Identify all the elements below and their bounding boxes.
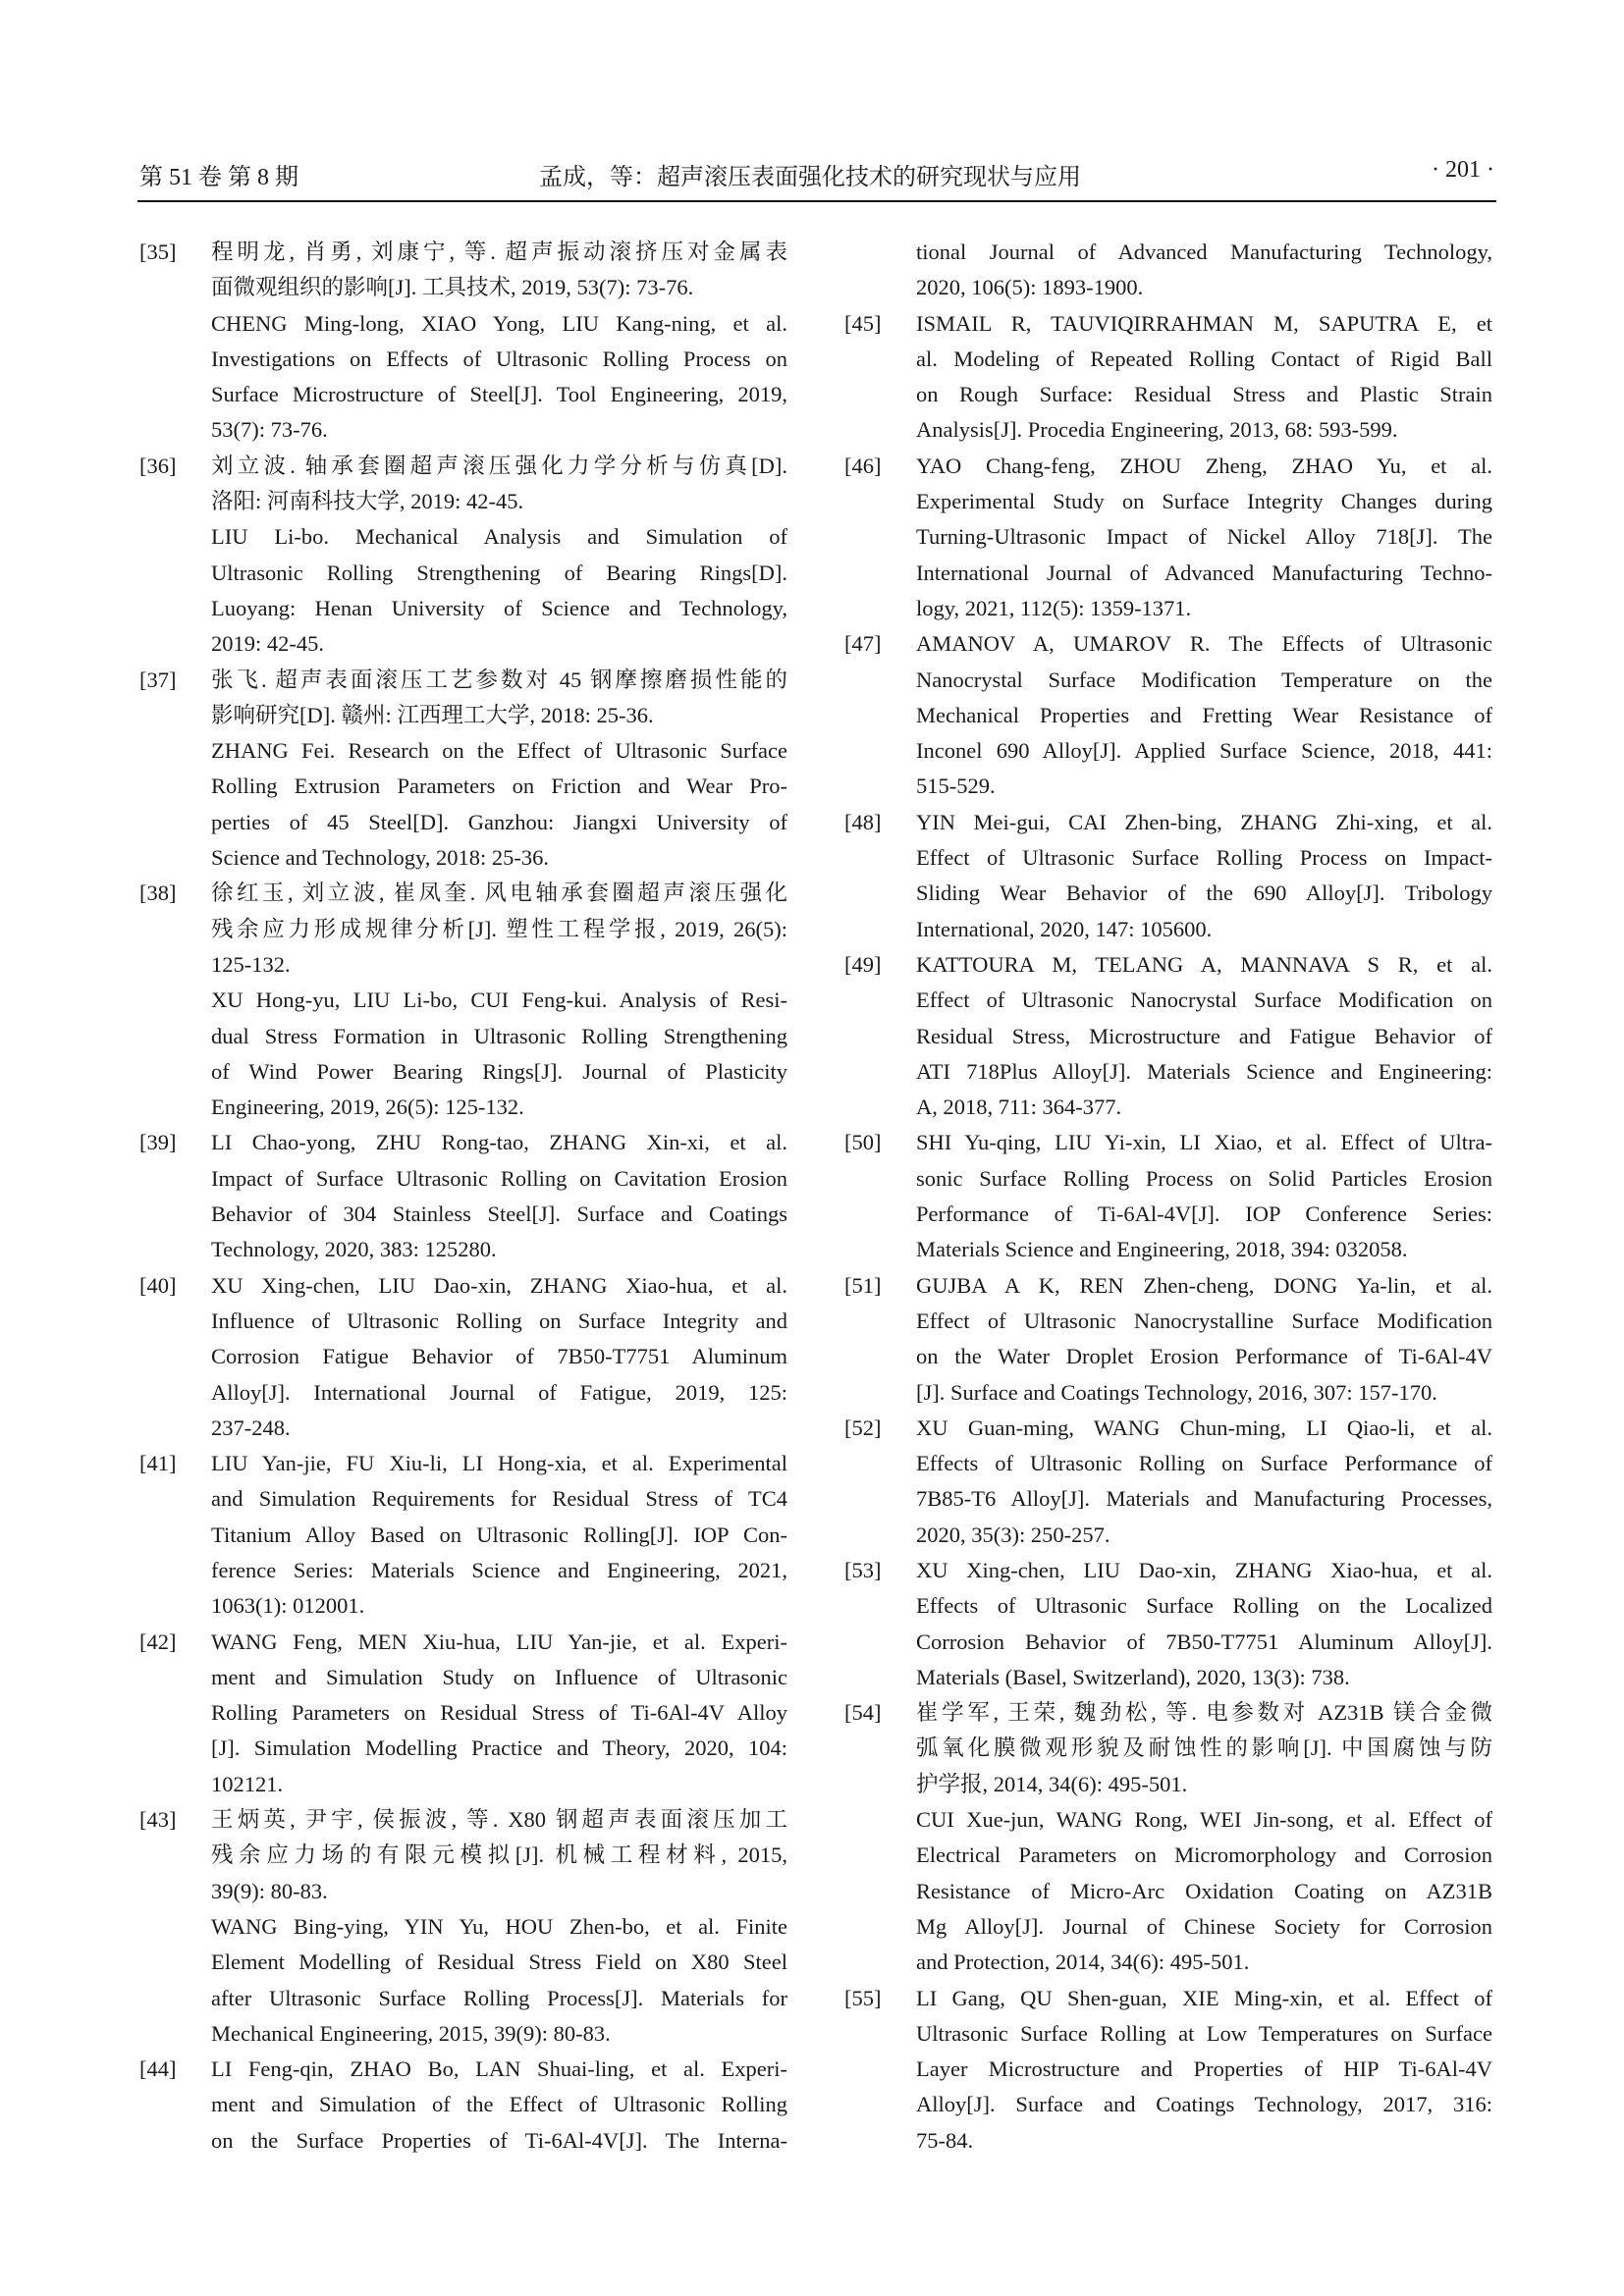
reference-line	[916, 1518, 1492, 1553]
reference-entry	[844, 1411, 1492, 1553]
reference-text: SHI Yu-qing, LIU Yi-xin, LI Xiao, et al. Effect of Ultra-	[916, 1130, 1492, 1155]
reference-entry	[139, 1802, 787, 2052]
reference-text: CHENG Ming-long, XIAO Yong, LIU Kang-ning, et al.	[211, 310, 787, 336]
reference-line	[211, 626, 787, 662]
reference-line	[916, 1909, 1492, 1945]
reference-line	[916, 1660, 1492, 1695]
reference-text: Surface Microstructure of Steel[J]. Tool Engineering, 2019,	[211, 382, 787, 407]
reference-line	[916, 2052, 1492, 2087]
reference-text: ATI 718Plus Alloy[J]. Materials Science and Engineering:	[916, 1058, 1492, 1084]
reference-line	[916, 1481, 1492, 1517]
reference-line	[916, 663, 1492, 698]
reference-number: [38]	[139, 881, 177, 906]
reference-text: Rolling Parameters on Residual Stress of Ti-6Al-4V Alloy	[211, 1700, 787, 1726]
reference-line	[916, 556, 1492, 591]
reference-text: Mechanical Engineering, 2015, 39(9): 80-83.	[211, 2020, 611, 2046]
reference-line	[916, 1802, 1492, 1838]
reference-line	[916, 2123, 1492, 2159]
reference-text: Layer Microstructure and Properties of HIP Ti-6Al-4V	[916, 2056, 1492, 2082]
reference-text: tional Journal of Advanced Manufacturing Technology,	[916, 240, 1492, 264]
reference-text: Effects of Ultrasonic Rolling on Surface Performance of	[916, 1451, 1492, 1476]
running-title: 孟成，等：超声滚压表面强化技术的研究现状与应用	[539, 165, 1081, 190]
reference-line	[916, 270, 1492, 305]
reference-text: Effect of Ultrasonic Nanocrystal Surface Modification on	[916, 988, 1492, 1013]
reference-text: 徐红玉, 刘立波, 崔凤奎. 风电轴承套圈超声滚压强化	[211, 881, 787, 906]
reference-text: XU Xing-chen, LIU Dao-xin, ZHANG Xiao-hua, et al.	[211, 1272, 787, 1298]
reference-text: on the Water Droplet Erosion Performance of Ti-6Al-4V	[916, 1344, 1492, 1369]
reference-column-left	[139, 235, 787, 2159]
reference-text: Residual Stress, Microstructure and Fatigue Behavior of	[916, 1023, 1492, 1048]
reference-entry	[139, 449, 787, 663]
reference-text: KATTOURA M, TELANG A, MANNAVA S R, et al.	[916, 951, 1492, 977]
reference-line	[211, 912, 787, 947]
reference-text: Science and Technology, 2018: 25-36.	[211, 845, 549, 871]
reference-line	[211, 1981, 787, 2016]
reference-text: Element Modelling of Residual Stress Field on X80 Steel	[211, 1949, 787, 1975]
reference-text: 2020, 35(3): 250-257.	[916, 1522, 1110, 1547]
reference-line	[844, 1553, 1492, 1588]
reference-text: al. Modeling of Repeated Rolling Contact of Rigid Ball	[916, 346, 1492, 371]
reference-line	[916, 840, 1492, 876]
reference-line	[844, 947, 1492, 983]
reference-line	[916, 2087, 1492, 2122]
reference-line	[211, 1375, 787, 1411]
reference-text: 2019: 42-45.	[211, 631, 324, 657]
reference-text: LI Gang, QU Shen-guan, XIE Ming-xin, et al. Effect of	[916, 1985, 1492, 2010]
reference-line	[211, 840, 787, 876]
reference-text: A, 2018, 711: 364-377.	[916, 1095, 1122, 1120]
reference-text: 39(9): 80-83.	[211, 1878, 328, 1903]
reference-number: [35]	[139, 240, 177, 264]
reference-text: Materials (Basel, Switzerland), 2020, 13(3): 738.	[916, 1664, 1350, 1689]
reference-line	[211, 1161, 787, 1197]
reference-text: 残余应力形成规律分析[J]. 塑性工程学报, 2019, 26(5):	[211, 916, 787, 941]
reference-entry	[139, 1625, 787, 1802]
reference-entry	[844, 1125, 1492, 1267]
reference-line	[211, 1054, 787, 1090]
reference-text: ment and Simulation Study on Influence of Ultrasonic	[211, 1664, 787, 1689]
reference-line	[211, 1090, 787, 1125]
reference-line	[844, 1125, 1492, 1160]
reference-line	[211, 591, 787, 626]
reference-text: 125-132.	[211, 951, 291, 977]
reference-line	[916, 1874, 1492, 1909]
reference-line	[211, 342, 787, 377]
reference-text: Technology, 2020, 383: 125280.	[211, 1237, 497, 1262]
reference-line	[916, 342, 1492, 377]
reference-line	[844, 626, 1492, 662]
reference-text: 1063(1): 012001.	[211, 1593, 365, 1619]
reference-line	[211, 1945, 787, 1980]
reference-text: XU Guan-ming, WANG Chun-ming, LI Qiao-li, et al.	[916, 1415, 1492, 1440]
reference-line	[139, 2052, 787, 2087]
reference-line	[916, 1838, 1492, 1873]
reference-line	[139, 1625, 787, 1660]
reference-text: Influence of Ultrasonic Rolling on Surface Integrity and	[211, 1308, 787, 1333]
reference-entry	[844, 626, 1492, 804]
reference-text: Impact of Surface Ultrasonic Rolling on Cavitation Erosion	[211, 1165, 787, 1191]
reference-text: 102121.	[211, 1771, 284, 1796]
reference-entry	[844, 1981, 1492, 2159]
reference-line	[916, 377, 1492, 412]
reference-line	[211, 1304, 787, 1339]
reference-entry	[844, 805, 1492, 947]
reference-line	[211, 1874, 787, 1909]
reference-text: 弧氧化膜微观形貌及耐蚀性的影响[J]. 中国腐蚀与防	[916, 1735, 1492, 1761]
reference-text: Sliding Wear Behavior of the 690 Alloy[J]. Tribology	[916, 881, 1492, 906]
reference-text: LI Chao-yong, ZHU Rong-tao, ZHANG Xin-xi, et al.	[211, 1130, 787, 1155]
reference-text: YIN Mei-gui, CAI Zhen-bing, ZHANG Zhi-xing, et al.	[916, 809, 1492, 834]
reference-line	[139, 1268, 787, 1304]
reference-text: AMANOV A, UMAROV R. The Effects of Ultrasonic	[916, 631, 1492, 657]
reference-line	[844, 1695, 1492, 1731]
reference-number: [43]	[139, 1807, 177, 1833]
reference-line	[916, 983, 1492, 1018]
reference-text: YAO Chang-feng, ZHOU Zheng, ZHAO Yu, et al.	[916, 453, 1492, 478]
reference-text: Performance of Ti-6Al-4V[J]. IOP Conference Series:	[916, 1201, 1492, 1227]
reference-entry	[139, 1125, 787, 1267]
reference-text: Ultrasonic Rolling Strengthening of Bearing Rings[D].	[211, 560, 787, 585]
reference-line	[211, 1232, 787, 1267]
reference-text: ference Series: Materials Science and Engineering, 2021,	[211, 1557, 787, 1582]
reference-line	[211, 484, 787, 519]
reference-line	[211, 805, 787, 840]
reference-line	[211, 769, 787, 804]
reference-line	[211, 1481, 787, 1517]
reference-text: and Simulation Requirements for Residual Stress of TC4	[211, 1486, 787, 1512]
reference-text: of Wind Power Bearing Rings[J]. Journal of Plasticity	[211, 1058, 787, 1084]
reference-text: 影响研究[D]. 赣州: 江西理工大学, 2018: 25-36.	[211, 702, 654, 727]
reference-line	[916, 1161, 1492, 1197]
reference-line	[211, 1588, 787, 1624]
reference-line	[211, 1660, 787, 1695]
reference-line	[139, 1802, 787, 1838]
reference-text: International, 2020, 147: 105600.	[916, 916, 1213, 941]
reference-number: [54]	[844, 1700, 882, 1726]
reference-line	[211, 1731, 787, 1766]
reference-entry	[844, 449, 1492, 626]
reference-line	[139, 876, 787, 911]
reference-line	[211, 1909, 787, 1945]
reference-line	[211, 1339, 787, 1374]
reference-text: Ultrasonic Surface Rolling at Low Temperatures on Surface	[916, 2020, 1492, 2046]
reference-line	[211, 377, 787, 412]
reference-line	[916, 1090, 1492, 1125]
reference-number: [42]	[139, 1629, 177, 1654]
reference-text: on Rough Surface: Residual Stress and Plastic Strain	[916, 382, 1492, 407]
reference-text: Behavior of 304 Stainless Steel[J]. Surface and Coatings	[211, 1201, 787, 1227]
reference-line	[916, 1054, 1492, 1090]
reference-text: Resistance of Micro-Arc Oxidation Coating on AZ31B	[916, 1878, 1492, 1903]
reference-line	[211, 2123, 787, 2159]
reference-text: Mg Alloy[J]. Journal of Chinese Society for Corrosion	[916, 1913, 1492, 1939]
reference-text: 515-529.	[916, 774, 996, 799]
reference-line	[211, 1518, 787, 1553]
reference-text: 残余应力场的有限元模拟[J]. 机械工程材料, 2015,	[211, 1842, 787, 1868]
reference-entry	[844, 1553, 1492, 1695]
reference-text: ZHANG Fei. Research on the Effect of Ultrasonic Surface	[211, 738, 787, 764]
reference-text: XU Hong-yu, LIU Li-bo, CUI Feng-kui. Analysis of Resi-	[211, 988, 787, 1013]
reference-text: GUJBA A K, REN Zhen-cheng, DONG Ya-lin, et al.	[916, 1272, 1492, 1298]
reference-line	[916, 412, 1492, 448]
reference-line	[211, 947, 787, 983]
reference-line	[844, 306, 1492, 342]
reference-number: [55]	[844, 1985, 882, 2010]
reference-text: Nanocrystal Surface Modification Temperature on the	[916, 667, 1492, 692]
reference-line	[844, 1411, 1492, 1446]
reference-text: Mechanical Properties and Fretting Wear Resistance of	[916, 702, 1492, 727]
reference-entry	[844, 1695, 1492, 1980]
reference-text: 75-84.	[916, 2127, 974, 2153]
reference-line	[211, 2016, 787, 2052]
reference-text: LIU Li-bo. Mechanical Analysis and Simulation of	[211, 524, 787, 550]
reference-text: Engineering, 2019, 26(5): 125-132.	[211, 1095, 524, 1120]
reference-text: [J]. Surface and Coatings Technology, 2016, 307: 157-170.	[916, 1379, 1437, 1405]
reference-line	[916, 1731, 1492, 1766]
reference-line	[916, 1197, 1492, 1232]
reference-text: WANG Bing-ying, YIN Yu, HOU Zhen-bo, et al. Finite	[211, 1913, 787, 1939]
reference-line	[916, 2016, 1492, 2052]
reference-entry	[139, 1268, 787, 1446]
reference-text: 崔学军, 王荣, 魏劲松, 等. 电参数对 AZ31B 镁合金微	[916, 1700, 1492, 1726]
reference-number: [49]	[844, 951, 882, 977]
reference-number: [46]	[844, 453, 882, 478]
reference-number: [45]	[844, 310, 882, 336]
reference-text: LI Feng-qin, ZHAO Bo, LAN Shuai-ling, et al. Experi-	[211, 2056, 787, 2082]
reference-line	[916, 519, 1492, 555]
reference-text: International Journal of Advanced Manufacturing Techno-	[916, 560, 1492, 585]
reference-line	[916, 1625, 1492, 1660]
reference-entry	[844, 947, 1492, 1125]
reference-text: sonic Surface Rolling Process on Solid Particles Erosion	[916, 1165, 1492, 1191]
reference-line	[844, 449, 1492, 484]
reference-text: after Ultrasonic Surface Rolling Process[J]. Materials for	[211, 1985, 787, 2010]
reference-line	[844, 1981, 1492, 2016]
reference-text: Effect of Ultrasonic Surface Rolling Process on Impact-	[916, 845, 1492, 871]
reference-text: 护学报, 2014, 34(6): 495-501.	[916, 1771, 1188, 1796]
reference-entry	[844, 306, 1492, 449]
reference-number: [52]	[844, 1415, 882, 1440]
reference-line	[211, 1767, 787, 1802]
reference-line	[211, 1838, 787, 1873]
reference-text: 刘立波. 轴承套圈超声滚压强化力学分析与仿真[D].	[211, 453, 787, 478]
reference-line	[211, 698, 787, 733]
reference-text: 程明龙, 肖勇, 刘康宁, 等. 超声振动滚挤压对金属表	[211, 240, 787, 264]
reference-text: logy, 2021, 112(5): 1359-1371.	[916, 595, 1192, 620]
reference-line	[139, 663, 787, 698]
reference-text: Luoyang: Henan University of Science and Technology,	[211, 595, 787, 620]
reference-text: CUI Xue-jun, WANG Rong, WEI Jin-song, et al. Effect of	[916, 1807, 1492, 1833]
reference-number: [41]	[139, 1451, 177, 1476]
page-number: · 201 ·	[1432, 157, 1494, 183]
reference-text: Alloy[J]. Surface and Coatings Technology, 2017, 316:	[916, 2092, 1492, 2117]
reference-text: Electrical Parameters on Micromorphology and Corrosion	[916, 1842, 1492, 1868]
reference-line	[211, 1553, 787, 1588]
reference-line	[211, 556, 787, 591]
reference-line	[211, 2087, 787, 2122]
reference-line	[916, 1232, 1492, 1267]
reference-text: Analysis[J]. Procedia Engineering, 2013, 68: 593-599.	[916, 417, 1398, 443]
reference-text: and Protection, 2014, 34(6): 495-501.	[916, 1949, 1250, 1975]
reference-line	[916, 769, 1492, 804]
reference-line	[916, 591, 1492, 626]
reference-line	[211, 1411, 787, 1446]
reference-text: Effects of Ultrasonic Surface Rolling on the Localized	[916, 1593, 1492, 1619]
reference-line	[916, 876, 1492, 911]
reference-text: XU Xing-chen, LIU Dao-xin, ZHANG Xiao-hua, et al.	[916, 1557, 1492, 1582]
reference-text: Turning-Ultrasonic Impact of Nickel Alloy 718[J]. The	[916, 524, 1492, 550]
reference-text: 张飞. 超声表面滚压工艺参数对 45 钢摩擦磨损性能的	[211, 667, 787, 692]
reference-text: ment and Simulation of the Effect of Ultrasonic Rolling	[211, 2092, 787, 2117]
reference-line	[211, 983, 787, 1018]
reference-text: Rolling Extrusion Parameters on Friction and Wear Pro-	[211, 774, 787, 799]
reference-text: dual Stress Formation in Ultrasonic Rolling Strengthening	[211, 1023, 787, 1048]
reference-text: Corrosion Fatigue Behavior of 7B50-T7751 Aluminum	[211, 1344, 787, 1369]
reference-line	[211, 519, 787, 555]
reference-text: ISMAIL R, TAUVIQIRRAHMAN M, SAPUTRA E, et	[916, 310, 1492, 336]
reference-line	[844, 1268, 1492, 1304]
reference-line	[211, 270, 787, 305]
reference-number: [39]	[139, 1130, 177, 1155]
reference-entry	[139, 2052, 787, 2159]
reference-text: LIU Yan-jie, FU Xiu-li, LI Hong-xia, et al. Experimental	[211, 1451, 787, 1476]
reference-line	[211, 1197, 787, 1232]
reference-line	[916, 1945, 1492, 1980]
reference-number: [36]	[139, 453, 177, 478]
reference-entry	[139, 1446, 787, 1624]
reference-number: [40]	[139, 1272, 177, 1298]
reference-text: on the Surface Properties of Ti-6Al-4V[J]. The Interna-	[211, 2127, 787, 2153]
header-rule	[137, 200, 1496, 202]
reference-number: [37]	[139, 667, 177, 692]
reference-number: [51]	[844, 1272, 882, 1298]
reference-line	[916, 733, 1492, 769]
reference-text: 7B85-T6 Alloy[J]. Materials and Manufacturing Processes,	[916, 1486, 1492, 1512]
reference-text: Investigations on Effects of Ultrasonic Rolling Process on	[211, 346, 787, 371]
reference-line	[916, 1304, 1492, 1339]
reference-line	[139, 1125, 787, 1160]
reference-text: Materials Science and Engineering, 2018, 394: 032058.	[916, 1237, 1408, 1262]
reference-line	[211, 1695, 787, 1731]
reference-line	[211, 733, 787, 769]
reference-entry	[139, 876, 787, 1125]
reference-text: perties of 45 Steel[D]. Ganzhou: Jiangxi University of	[211, 809, 787, 834]
reference-text: 237-248.	[211, 1415, 291, 1440]
reference-line	[916, 1446, 1492, 1481]
reference-line	[916, 698, 1492, 733]
reference-number: [53]	[844, 1557, 882, 1582]
reference-line	[211, 306, 787, 342]
reference-text: Corrosion Behavior of 7B50-T7751 Aluminum Alloy[J].	[916, 1629, 1492, 1654]
reference-line	[916, 1339, 1492, 1374]
reference-number: [44]	[139, 2056, 177, 2082]
reference-line	[916, 1375, 1492, 1411]
reference-number: [50]	[844, 1130, 882, 1155]
reference-text: Experimental Study on Surface Integrity Changes during	[916, 489, 1492, 514]
reference-number: [48]	[844, 809, 882, 834]
reference-line	[916, 484, 1492, 519]
reference-line	[916, 912, 1492, 947]
reference-line	[139, 1446, 787, 1481]
reference-text: Alloy[J]. International Journal of Fatigue, 2019, 125:	[211, 1379, 787, 1405]
reference-line	[844, 805, 1492, 840]
reference-text: Inconel 690 Alloy[J]. Applied Surface Science, 2018, 441:	[916, 738, 1492, 764]
reference-line	[211, 1019, 787, 1054]
reference-text: 面微观组织的影响[J]. 工具技术, 2019, 53(7): 73-76.	[211, 275, 694, 300]
reference-line	[916, 1019, 1492, 1054]
reference-text: WANG Feng, MEN Xiu-hua, LIU Yan-jie, et al. Experi-	[211, 1629, 787, 1654]
reference-entry	[916, 235, 1492, 306]
reference-column-right	[844, 235, 1492, 2159]
reference-entry	[139, 663, 787, 877]
reference-line	[211, 412, 787, 448]
reference-text: Effect of Ultrasonic Nanocrystalline Surface Modification	[916, 1308, 1492, 1333]
reference-number: [47]	[844, 631, 882, 657]
reference-line	[916, 235, 1492, 270]
reference-line	[916, 1767, 1492, 1802]
reference-entry	[139, 235, 787, 449]
reference-text: 53(7): 73-76.	[211, 417, 328, 443]
journal-issue: 第 51 卷 第 8 期	[139, 165, 298, 190]
reference-text: 王炳英, 尹宇, 侯振波, 等. X80 钢超声表面滚压加工	[211, 1807, 787, 1833]
reference-line	[139, 449, 787, 484]
reference-entry	[844, 1268, 1492, 1411]
reference-line	[916, 1588, 1492, 1624]
reference-text: 洛阳: 河南科技大学, 2019: 42-45.	[211, 489, 524, 514]
reference-text: 2020, 106(5): 1893-1900.	[916, 275, 1144, 300]
reference-text: [J]. Simulation Modelling Practice and Theory, 2020, 104:	[211, 1735, 787, 1761]
reference-text: Titanium Alloy Based on Ultrasonic Rolling[J]. IOP Con-	[211, 1522, 787, 1547]
reference-line	[139, 235, 787, 270]
